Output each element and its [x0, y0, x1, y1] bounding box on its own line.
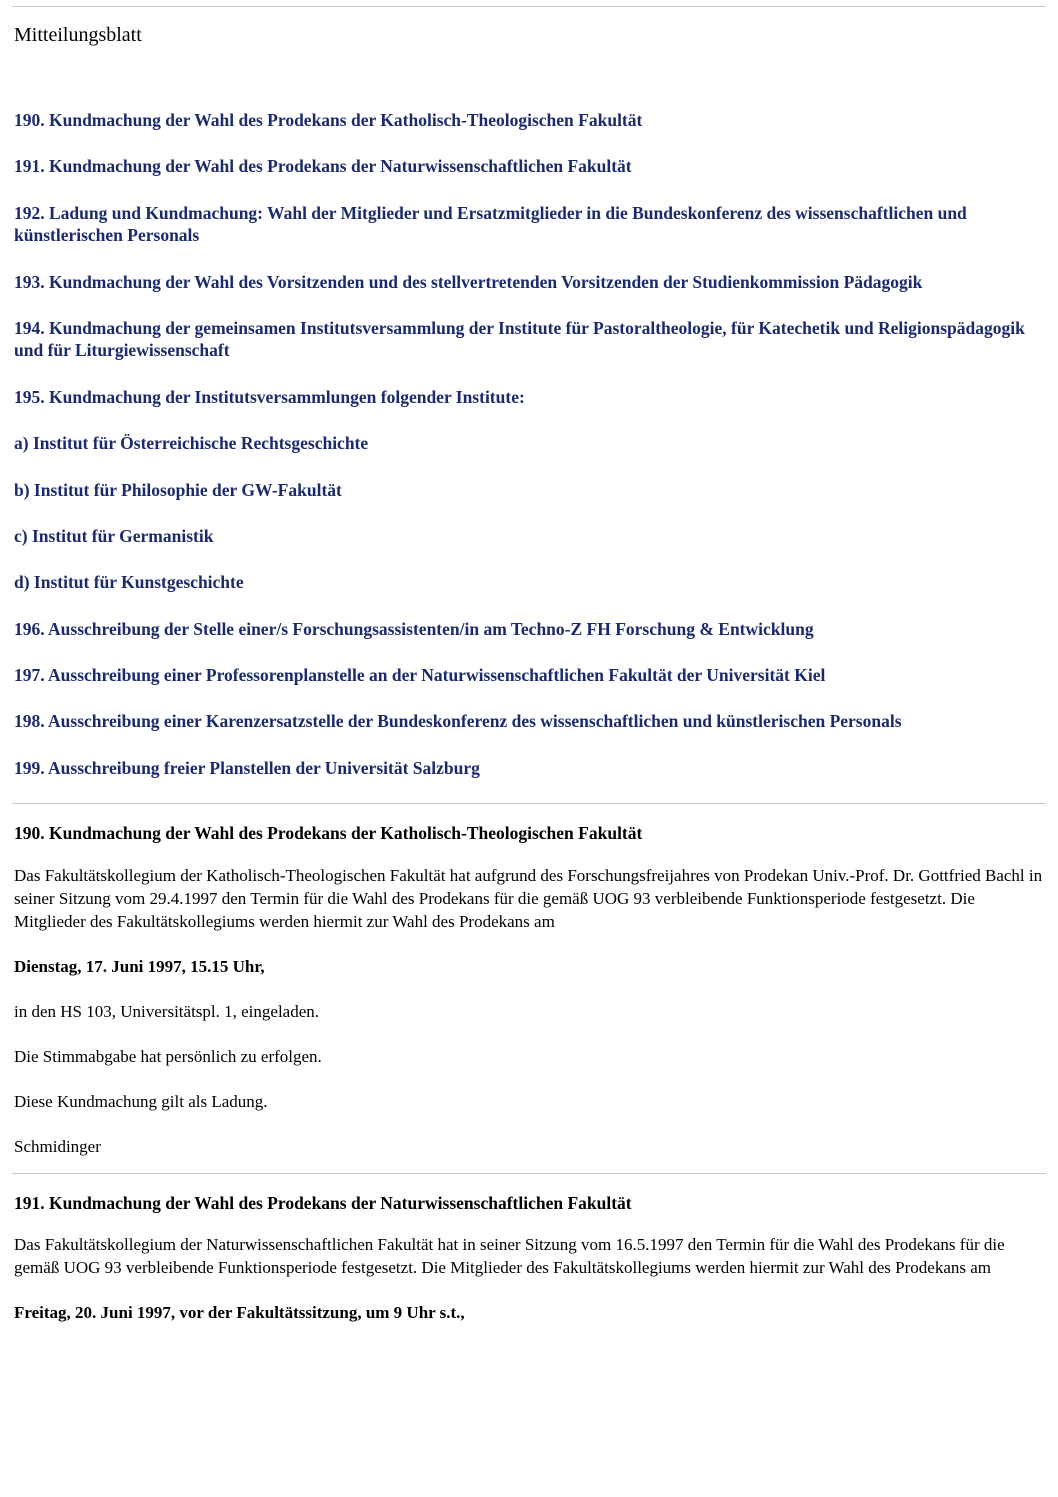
- toc-item-196[interactable]: 196. Ausschreibung der Stelle einer/s Forschungsassistenten/in am Techno-Z FH Forschung & Entwicklung: [14, 618, 814, 639]
- toc-item-191[interactable]: 191. Kundmachung der Wahl des Prodekans der Naturwissenschaftlichen Fakultät: [14, 156, 632, 177]
- toc-item-199[interactable]: 199. Ausschreibung freier Planstellen der Universität Salzburg: [14, 757, 480, 778]
- toc-item-195-a[interactable]: a) Institut für Österreichische Rechtsgeschichte: [14, 433, 369, 454]
- section-190-place: in den HS 103, Universitätspl. 1, eingeladen.: [14, 1001, 320, 1021]
- table-of-contents: [12, 47, 1046, 779]
- toc-item-195-c[interactable]: c) Institut für Germanistik: [14, 525, 214, 546]
- section-190: [12, 822, 1046, 1158]
- section-divider-190: [12, 803, 1046, 804]
- toc-item-190[interactable]: 190. Kundmachung der Wahl des Prodekans der Katholisch-Theologischen Fakultät: [14, 110, 643, 130]
- section-191-body: Das Fakultätskollegium der Naturwissenschaftlichen Fakultät hat in seiner Sitzung vom 16.5.1997 den Termin für die Wahl des Prodekans für die gemäß UOG 93 verbleibende Funktionsperiode festgesetzt. Die Mitglieder des Fakultätskollegiums werden hiermit zur Wahl des Prodekans am: [14, 1235, 1005, 1278]
- toc-item-195-d[interactable]: d) Institut für Kunstgeschichte: [14, 572, 244, 593]
- section-190-title: 190. Kundmachung der Wahl des Prodekans der Katholisch-Theologischen Fakultät: [14, 823, 643, 844]
- section-190-body: Das Fakultätskollegium der Katholisch-Theologischen Fakultät hat aufgrund des Forschungsfreijahres von Prodekan Univ.-Prof. Dr. Gottfried Bachl in seiner Sitzung vom 29.4.1997 den Termin für die Wahl des Prodekans für die gemäß UOG 93 verbleibende Funktionsperiode festgesetzt. Die Mitglieder des Fakultätskollegiums werden hiermit zur Wahl des Prodekans am: [14, 866, 1043, 931]
- section-190-note-2: Diese Kundmachung gilt als Ladung.: [14, 1091, 268, 1111]
- section-divider-191: [12, 1173, 1046, 1174]
- toc-item-198[interactable]: 198. Ausschreibung einer Karenzersatzstelle der Bundeskonferenz des wissenschaftlichen und künstlerischen Personals: [14, 711, 902, 732]
- section-191-date: Freitag, 20. Juni 1997, vor der Fakultätssitzung, um 9 Uhr s.t.,: [14, 1303, 465, 1323]
- document-page: [0, 6, 1058, 1325]
- section-190-date: Dienstag, 17. Juni 1997, 15.15 Uhr,: [14, 956, 265, 976]
- toc-item-193[interactable]: 193. Kundmachung der Wahl des Vorsitzenden und des stellvertretenden Vorsitzenden der Studienkommission Pädagogik: [14, 271, 923, 292]
- section-190-signature: Schmidinger: [14, 1136, 101, 1156]
- section-190-note-1: Die Stimmabgabe hat persönlich zu erfolgen.: [14, 1046, 322, 1066]
- toc-item-195[interactable]: 195. Kundmachung der Institutsversammlungen folgender Institute:: [14, 386, 525, 407]
- toc-item-192[interactable]: 192. Ladung und Kundmachung: Wahl der Mitglieder und Ersatzmitglieder in die Bundeskonferenz des wissenschaftlichen und künstlerischen Personals: [14, 202, 967, 246]
- toc-item-195-b[interactable]: b) Institut für Philosophie der GW-Fakultät: [14, 479, 342, 500]
- toc-item-197[interactable]: 197. Ausschreibung einer Professorenplanstelle an der Naturwissenschaftlichen Fakultät der Universität Kiel: [14, 665, 826, 686]
- toc-item-194[interactable]: 194. Kundmachung der gemeinsamen Institutsversammlung der Institute für Pastoraltheologie, für Katechetik und Religionspädagogik und für Liturgiewissenschaft: [14, 317, 1025, 361]
- section-191: [12, 1192, 1046, 1326]
- masthead-title: Mitteilungsblatt: [14, 24, 142, 46]
- section-191-title: 191. Kundmachung der Wahl des Prodekans der Naturwissenschaftlichen Fakultät: [14, 1192, 632, 1213]
